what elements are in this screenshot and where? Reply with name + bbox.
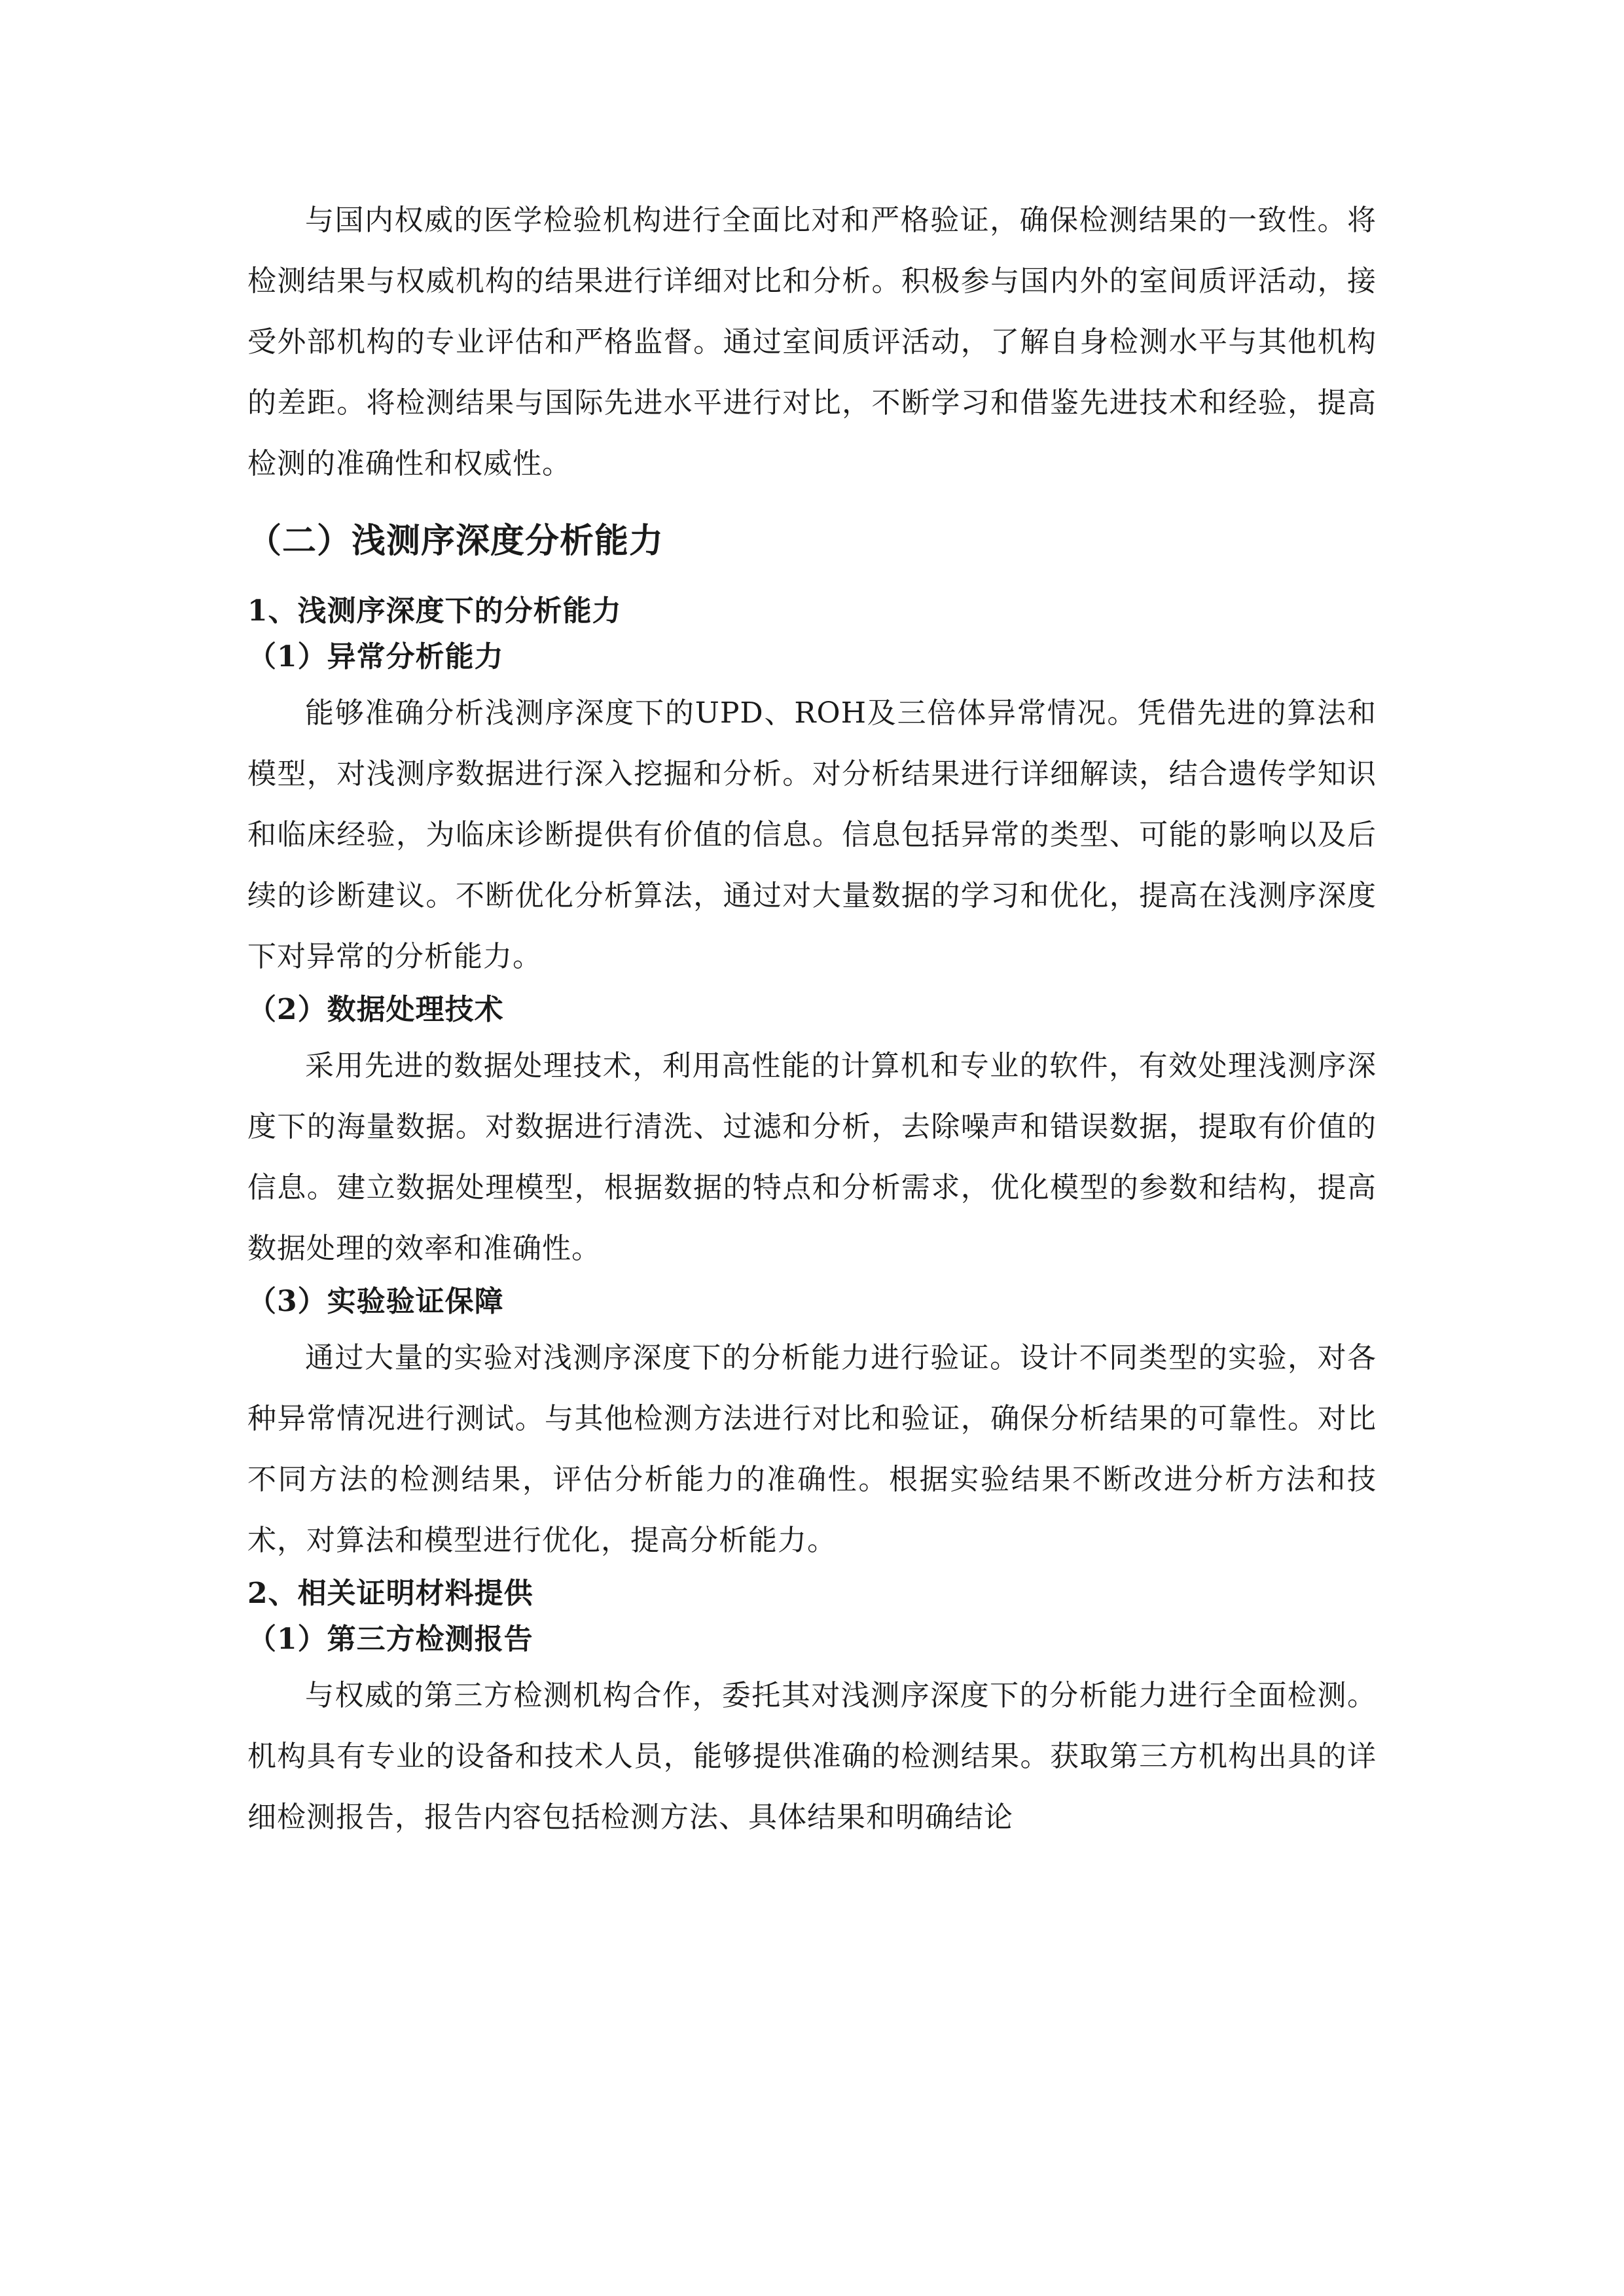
paragraph-data-processing: 采用先进的数据处理技术，利用高性能的计算机和专业的软件，有效处理浅测序深度下的海量数据。对数据进行清洗、过滤和分析，去除噪声和错误数据，提取有价值的信息。建立数据处理模型，根据数据的特点和分析需求，优化模型的参数和结构，提高数据处理的效率和准确性。 (247, 1049, 1377, 1265)
item-heading-data-processing: （2）数据处理技术 (247, 993, 504, 1026)
item-heading-anomaly: （1）异常分析能力 (247, 640, 504, 673)
sub-heading-1: 1、浅测序深度下的分析能力 (247, 594, 622, 628)
item-heading-validation: （3）实验验证保障 (247, 1285, 504, 1318)
paragraph-third-party: 与权威的第三方检测机构合作，委托其对浅测序深度下的分析能力进行全面检测。机构具有专业的设备和技术人员，能够提供准确的检测结果。获取第三方机构出具的详细检测报告，报告内容包括检测方法、具体结果和明确结论 (247, 1679, 1377, 1834)
paragraph-validation: 通过大量的实验对浅测序深度下的分析能力进行验证。设计不同类型的实验，对各种异常情况进行测试。与其他检测方法进行对比和验证，确保分析结果的可靠性。对比不同方法的检测结果，评估分析能力的准确性。根据实验结果不断改进分析方法和技术，对算法和模型进行优化，提高分析能力。 (247, 1341, 1377, 1557)
sub-heading-2: 2、相关证明材料提供 (247, 1577, 533, 1610)
spacer (247, 494, 1377, 501)
paragraph-intro: 与国内权威的医学检验机构进行全面比对和严格验证，确保检测结果的一致性。将检测结果与权威机构的结果进行详细对比和分析。积极参与国内外的室间质评活动，接受外部机构的专业评估和严格监督。通过室间质评活动，了解自身检测水平与其他机构的差距。将检测结果与国际先进水平进行对比，不断学习和借鉴先进技术和经验，提高检测的准确性和权威性。 (247, 204, 1377, 480)
section-heading-2: （二）浅测序深度分析能力 (247, 521, 664, 561)
item-heading-third-party: （1）第三方检测报告 (247, 1623, 533, 1656)
paragraph-anomaly: 能够准确分析浅测序深度下的UPD、ROH及三倍体异常情况。凭借先进的算法和模型，对浅测序数据进行深入挖掘和分析。对分析结果进行详细解读，结合遗传学知识和临床经验，为临床诊断提供有价值的信息。信息包括异常的类型、可能的影响以及后续的诊断建议。不断优化分析算法，通过对大量数据的学习和优化，提高在浅测序深度下对异常的分析能力。 (247, 696, 1377, 973)
document-body (247, 190, 1377, 1848)
